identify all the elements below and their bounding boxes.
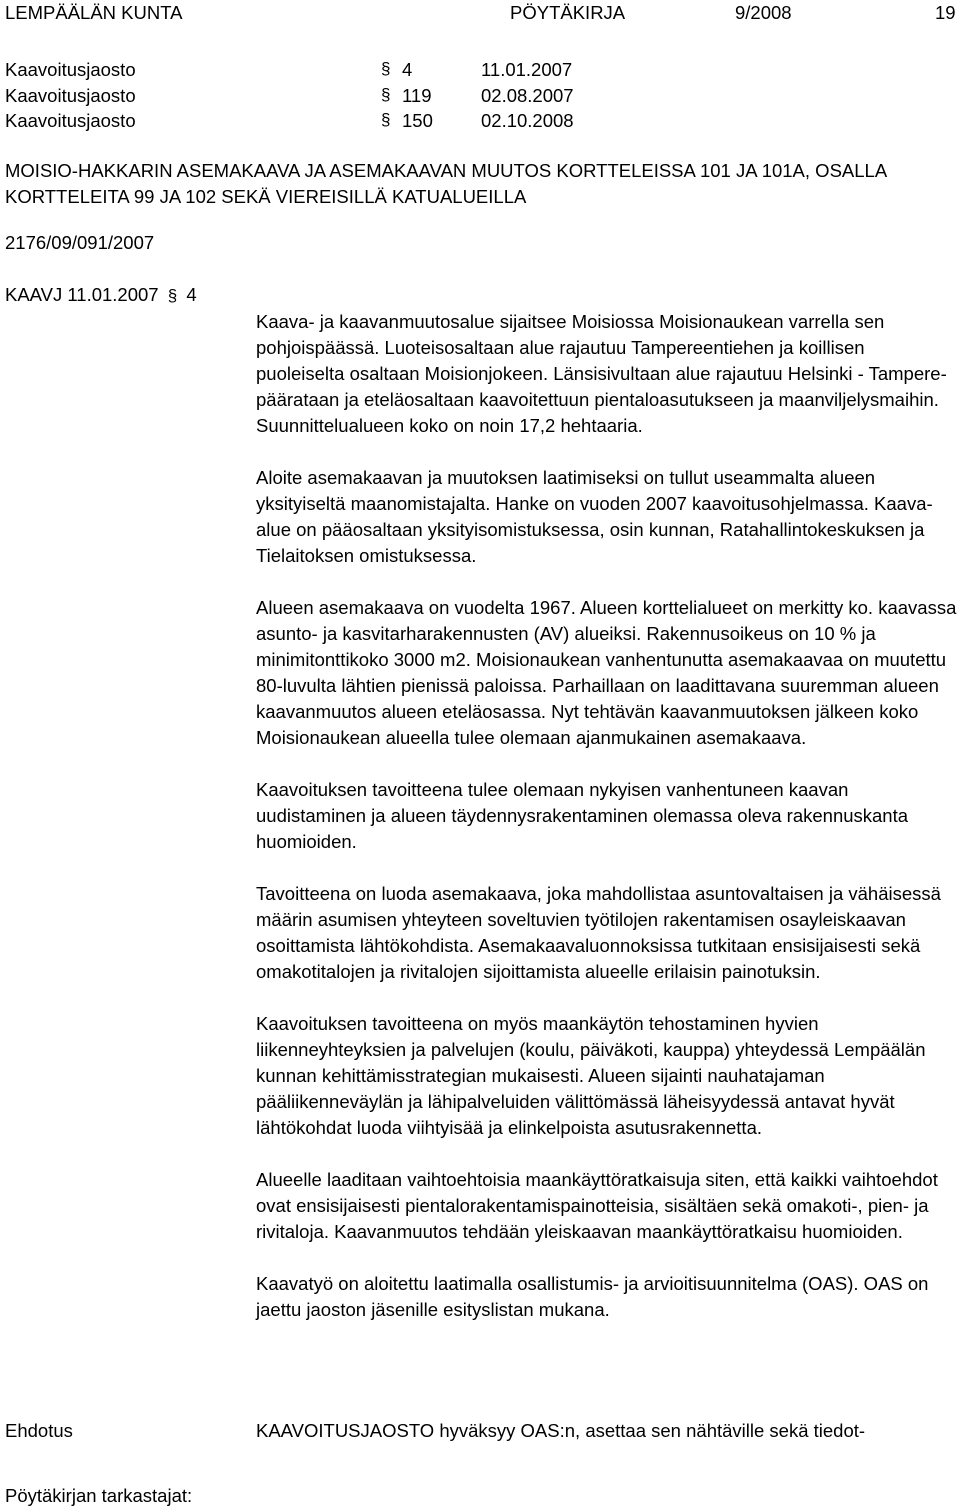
document-number: 9/2008 — [735, 2, 792, 23]
municipality-name: LEMPÄÄLÄN KUNTA — [5, 2, 183, 23]
paragraph: Alueen asemakaava on vuodelta 1967. Alueen korttelialueet on merkitty ko. kaavassa asunto- ja kasvitarharakennusten (AV) alueiksi. Rakennusoikeus on 10 % ja minimitonttikoko 3000 m2. Moisionaukean vanhentunutta asemakaavaa on muutettu 80-luvulta lähtien pienissä paloissa. Parhaillaan on laadittavana suuremman alueen kaavanmuutos alueen eteläosassa. Nyt tehtävän kaavanmuutoksen jälkeen koko Moisionaukean alueella tulee olemaan ajanmukainen asemakaava. — [256, 597, 957, 748]
meeting-section: 150 — [402, 110, 433, 131]
paragraph: Kaavoituksen tavoitteena on myös maankäytön tehostaminen hyvien liikenneyhteyksien ja palvelujen (koulu, päiväkoti, kauppa) yhteydessä Lempäälän kunnan kehittämisstrategian mukaisesti. Alueen sijainti nauhatajaman pääliikenneväylän ja lähipalveluiden välittömässä läheisyydessä antavat hyvät lähtökohdat luoda viihtyisää ja elinkelpoista asutusrakennetta. — [256, 1013, 926, 1138]
section-symbol: § — [381, 85, 391, 104]
section-symbol: § — [381, 110, 391, 129]
page-header — [5, 2, 955, 28]
paragraph: Tavoitteena on luoda asemakaava, joka mahdollistaa asuntovaltaisen ja vähäisessä määrin asumisen yhteyteen soveltuvien työtilojen rakentamisen osayleiskaavan osoittamista lähtökohdista. Asemakaavaluonnoksissa tutkitaan ensisijaisesti sekä omakotitalojen ja rivitalojen sijoittamista alueelle erilaisin painotuksin. — [256, 883, 941, 982]
paragraph: Aloite asemakaavan ja muutoksen laatimiseksi on tullut useammalta alueen yksityiseltä maanomistajalta. Hanke on vuoden 2007 kaavoitusohjelmassa. Kaava-alue on pääosaltaan yksityisomistuksessa, osin kunnan, Ratahallintokeskuksen ja Tielaitoksen omistuksessa. — [256, 467, 933, 566]
previous-handling-section: 4 — [186, 284, 197, 305]
meeting-date: 11.01.2007 — [481, 59, 573, 80]
proposal-text: KAAVOITUSJAOSTO hyväksyy OAS:n, asettaa sen nähtäville sekä tiedot- — [256, 1420, 866, 1441]
meeting-body: Kaavoitusjaosto — [5, 85, 136, 106]
meeting-date: 02.08.2007 — [481, 85, 574, 106]
section-symbol: § — [167, 286, 178, 305]
paragraph: Kaavatyö on aloitettu laatimalla osallistumis- ja arvioitisuunnitelma (OAS). OAS on jaettu jaoston jäsenille esityslistan mukana. — [256, 1273, 929, 1320]
meeting-section: 4 — [402, 59, 413, 80]
paragraph: Kaava- ja kaavanmuutosalue sijaitsee Moisiossa Moisionaukean varrella sen pohjoispäässä. Luoteisosaltaan alue rajautuu Tampereentiehen ja koillisen puoleiselta osaltaan Moisionjokeen. Länsisivultaan alue rajautuu Helsinki - Tampere-päärataan ja eteläosaltaan kaavoitettuun pientaloasutukseen ja maanviljelysmaihin. Suunnittelualueen koko on noin 17,2 hehtaaria. — [256, 311, 947, 436]
meeting-body: Kaavoitusjaosto — [5, 110, 136, 131]
meeting-section: 119 — [402, 85, 432, 106]
footer-label: Pöytäkirjan tarkastajat: — [5, 1485, 193, 1506]
paragraph: Kaavoituksen tavoitteena tulee olemaan nykyisen vanhentuneen kaavan uudistaminen ja alueen täydennysrakentaminen olemassa oleva rakennuskanta huomioiden. — [256, 779, 909, 852]
paragraph: Alueelle laaditaan vaihtoehtoisia maankäyttöratkaisuja siten, että kaikki vaihtoehdot ovat ensisijaisesti pientalorakentamispainotteisia, sisältäen sekä omakoti-, pien- ja rivitaloja. Kaavanmuutos tehdään yleiskaavan maankäyttöratkaisu huomioiden. — [256, 1169, 938, 1242]
previous-handling-label: KAAVJ 11.01.2007 — [5, 284, 159, 305]
previous-handling — [5, 284, 197, 306]
body-text — [256, 309, 958, 1349]
document-type: PÖYTÄKIRJA — [510, 2, 626, 23]
page-number: 19 — [935, 2, 956, 23]
proposal-label: Ehdotus — [5, 1420, 73, 1441]
meeting-date: 02.10.2008 — [481, 110, 574, 131]
document-title: MOISIO-HAKKARIN ASEMAKAAVA JA ASEMAKAAVAN MUUTOS KORTTELEISSA 101 JA 101A, OSALLA KORTTELEITA 99 JA 102 SEKÄ VIEREISILLÄ KATUALUEILLA — [5, 160, 887, 207]
case-number: 2176/09/091/2007 — [5, 232, 155, 253]
meeting-body: Kaavoitusjaosto — [5, 59, 136, 80]
section-symbol: § — [381, 59, 391, 78]
